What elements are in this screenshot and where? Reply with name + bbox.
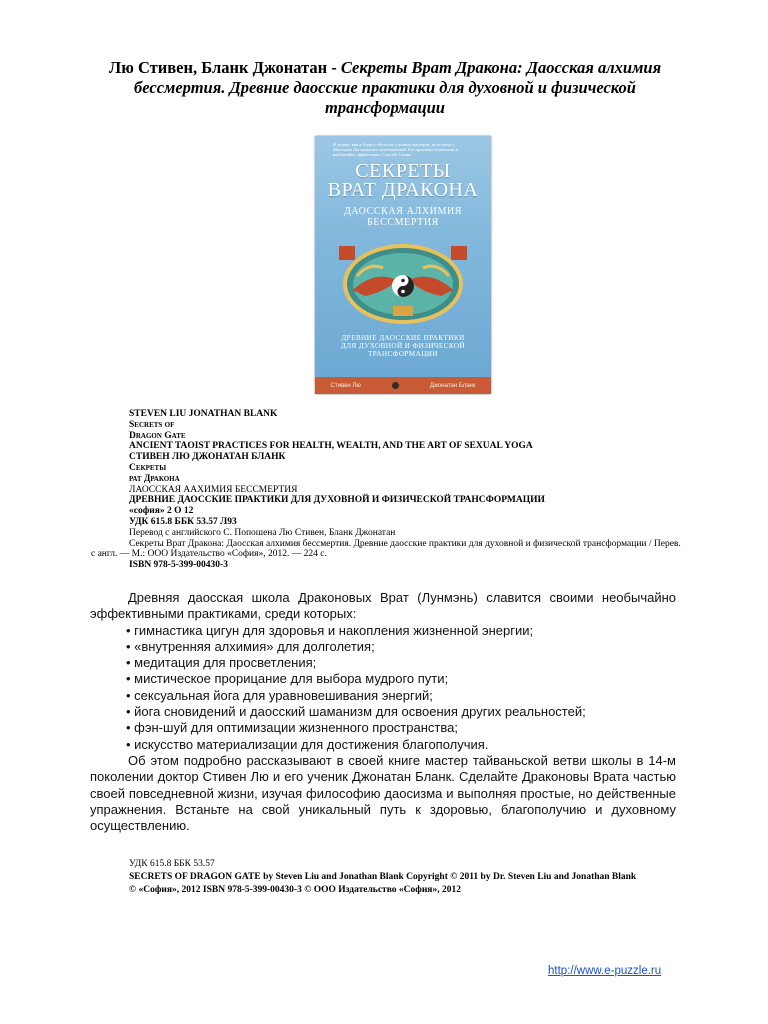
website-link[interactable]: http://www.e-puzzle.ru bbox=[548, 965, 662, 977]
cover-lower-text bbox=[315, 334, 491, 358]
title-book: Секреты Врат Дракона: Даосская алхимия бессмертия. Древние даосские практики для духовной и физической трансформации bbox=[134, 58, 662, 117]
biblio-line: рат Дракона bbox=[129, 473, 180, 484]
title-authors: Лю Стивен, Бланк Джонатан - bbox=[108, 58, 341, 77]
biblio-line: Секреты bbox=[129, 462, 167, 473]
list-item: • мистическое прорицание для выбора мудрого пути; bbox=[126, 671, 676, 687]
cover-title-line: СЕКРЕТЫ bbox=[355, 160, 451, 182]
page-title bbox=[90, 58, 680, 118]
biblio-line: СТИВЕН ЛЮ ДЖОНАТАН БЛАНК bbox=[129, 452, 286, 463]
cover-author-right: Джонатан Бланк bbox=[429, 382, 476, 389]
biblio-line: ДРЕВНИЕ ДАОССКИЕ ПРАКТИКИ ДЛЯ ДУХОВНОЙ И ФИЗИЧЕСКОЙ ТРАНСФОРМАЦИИ bbox=[129, 495, 545, 506]
biblio-line: ЛАОССКАЯ ААХИМИЯ БЕССМЕРТИЯ bbox=[129, 484, 298, 495]
cover-subtitle-line: ДАОССКАЯ АЛХИМИЯ bbox=[343, 206, 463, 217]
copyright-line: SECRETS OF DRAGON GATE by Steven Liu and Jonathan Blank Copyright © 2011 by Dr. Steven Liu and Jonathan Blank bbox=[129, 872, 637, 882]
cover-lower-line: ДЛЯ ДУХОВНОЙ И ФИЗИЧЕСКОЙ bbox=[340, 342, 466, 350]
copyright-line: © «София», 2012 ISBN 978-5-399-00430-3 © ООО Издательство «София», 2012 bbox=[129, 885, 461, 895]
copyright-block bbox=[91, 858, 681, 897]
biblio-line: «софия» 2 О 12 bbox=[129, 506, 194, 517]
biblio-line: ANCIENT TAOIST PRACTICES FOR HEALTH, WEALTH, AND THE ART OF SEXUAL YOGA bbox=[129, 441, 533, 452]
cover-subtitle bbox=[315, 206, 491, 228]
list-item: • гимнастика цигун для здоровья и накопления жизненной энергии; bbox=[126, 623, 676, 639]
description-text bbox=[90, 590, 676, 834]
biblio-line: Secrets of bbox=[129, 419, 175, 430]
list-item: • медитация для просветления; bbox=[126, 655, 676, 671]
list-item: • сексуальная йога для уравновешивания энергий; bbox=[126, 688, 676, 704]
copyright-line: УДК 615.8 ББК 53.57 bbox=[129, 859, 215, 869]
biblio-line: ISBN 978-5-399-00430-3 bbox=[129, 560, 228, 571]
bibliographic-block bbox=[91, 409, 681, 571]
closing-paragraph: Об этом подробно рассказывают в своей книге мастер тайваньской ветви школы в 14-м поколении доктор Стивен Лю и его ученик Джонатан Бланк. Сделайте Драконовы Врата частью своей повседневной жизни, изучая философию даосизма и выполняя простые, но действенные упражнения. Встаньте на свой уникальный путь к здоровью, благополучию и духовному осуществлению. bbox=[90, 752, 676, 834]
list-item: • фэн-шуй для оптимизации жизненного пространства; bbox=[126, 720, 676, 736]
cover-title-line: ВРАТ ДРАКОНА bbox=[327, 179, 479, 201]
cover-lower-line: ДРЕВНИЕ ДАОССКИЕ ПРАКТИКИ bbox=[341, 334, 465, 342]
biblio-line: Dragon Gate bbox=[129, 430, 186, 441]
list-item: • «внутренняя алхимия» для долголетия; bbox=[126, 639, 676, 655]
biblio-line: УДК 615.8 ББК 53.57 Л93 bbox=[129, 516, 237, 527]
cover-lower-line: ТРАНСФОРМАЦИИ bbox=[368, 350, 438, 358]
cover-subtitle-line: БЕССМЕРТИЯ bbox=[367, 217, 439, 228]
biblio-line: STEVEN LIU JONATHAN BLANK bbox=[129, 409, 278, 419]
biblio-line: Секреты Врат Дракона: Даосская алхимия бессмертия. Древние даосские практики для духовной и физической трансформации / Перев. с англ. — М.: ООО Издательство «София», 2012. — 224 с. bbox=[91, 538, 681, 560]
cover-author-band bbox=[315, 377, 491, 394]
list-item: • йога сновидений и даосский шаманизм для освоения других реальностей; bbox=[126, 704, 676, 720]
intro-paragraph: Древняя даосская школа Драконовых Врат (Лунмэнь) славится своими необычайно эффективными практиками, среди которых: bbox=[90, 590, 676, 622]
cover-title bbox=[315, 162, 491, 200]
practice-list bbox=[90, 623, 676, 753]
list-item: • искусство материализации для достижения благополучия. bbox=[126, 737, 676, 753]
publisher-logo-icon bbox=[392, 382, 399, 389]
biblio-line: Перевод с английского С. Попошена Лю Стивен, Бланк Джонатан bbox=[129, 527, 396, 538]
dragon-emblem-icon bbox=[335, 240, 471, 324]
cover-author-left: Стивен Лю bbox=[330, 382, 361, 389]
book-cover-image bbox=[315, 136, 491, 394]
cover-quote: Я думаю, вам в Азии и обучался у разных мастеров, но встреча с Мастером Лю оказалась незабываемой. Его практики уникальны и необычайно эффективны. Сантэбе Сашко bbox=[333, 142, 458, 158]
